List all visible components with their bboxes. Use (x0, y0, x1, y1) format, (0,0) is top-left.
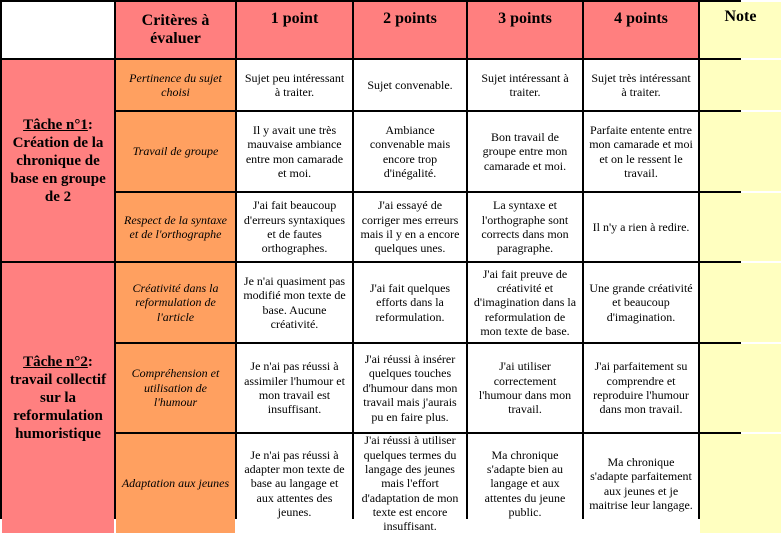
header-criteria: Critères à évaluer (116, 2, 235, 58)
criterion-level-1: Je n'ai pas réussi à assimiler l'humour et mon travail est insuffisant. (237, 344, 352, 432)
note-cell[interactable] (700, 434, 781, 533)
criterion-level-4: J'ai parfaitement su comprendre et reproduire l'humour dans mon travail. (584, 344, 698, 432)
criterion-level-3: J'ai utiliser correctement l'humour dans mon travail. (468, 344, 582, 432)
task-2-description: : travail collectif sur la reformulation humoristique (9, 354, 107, 442)
note-cell[interactable] (700, 263, 781, 342)
criterion-name: Adaptation aux jeunes (116, 434, 235, 533)
header-level-3: 3 points (468, 2, 582, 58)
criterion-level-1: Je n'ai quasiment pas modifié mon texte de base. Aucune créativité. (237, 263, 352, 342)
criterion-level-2: J'ai réussi à insérer quelques touches d'humour dans mon travail mais j'aurais pu en faire plus. (354, 344, 466, 432)
criterion-name: Compréhension et utilisation de l'humour (116, 344, 235, 432)
header-level-4: 4 points (584, 2, 698, 58)
criterion-level-2: J'ai réussi à utiliser quelques termes du langage des jeunes mais l'effort d'adaptation de mon texte est encore insuffisant. (354, 434, 466, 533)
criterion-level-4: Ma chronique s'adapte parfaitement aux jeunes et je maitrise leur langage. (584, 434, 698, 533)
task-2-label (2, 263, 114, 533)
criterion-level-4: Sujet très intéressant à traiter. (584, 60, 698, 110)
criterion-name: Respect de la syntaxe et de l'orthographe (116, 193, 235, 261)
criterion-level-1: Sujet peu intéressant à traiter. (237, 60, 352, 110)
criterion-name: Créativité dans la reformulation de l'article (116, 263, 235, 342)
criterion-level-2: J'ai essayé de corriger mes erreurs mais il y en a encore quelques unes. (354, 193, 466, 261)
task-1-title: Tâche n°1 (23, 116, 88, 133)
criterion-level-3: La syntaxe et l'orthographe sont corrects dans mon paragraphe. (468, 193, 582, 261)
task-1-label (2, 60, 114, 261)
corner-blank (2, 2, 114, 58)
header-note: Note (700, 2, 781, 58)
criterion-level-3: Bon travail de groupe entre mon camarade et moi. (468, 112, 582, 191)
note-cell[interactable] (700, 193, 781, 261)
note-cell[interactable] (700, 60, 781, 110)
criterion-level-1: J'ai fait beaucoup d'erreurs syntaxiques et de fautes orthographes. (237, 193, 352, 261)
criterion-level-2: Sujet convenable. (354, 60, 466, 110)
criterion-level-4: Il n'y a rien à redire. (584, 193, 698, 261)
criterion-level-4: Une grande créativité et beaucoup d'imagination. (584, 263, 698, 342)
note-cell[interactable] (700, 344, 781, 432)
criterion-level-3: Sujet intéressant à traiter. (468, 60, 582, 110)
criterion-level-2: J'ai fait quelques efforts dans la reformulation. (354, 263, 466, 342)
criterion-level-3: Ma chronique s'adapte bien au langage et aux attentes du jeune public. (468, 434, 582, 533)
criterion-name: Pertinence du sujet choisi (116, 60, 235, 110)
criterion-name: Travail de groupe (116, 112, 235, 191)
note-cell[interactable] (700, 112, 781, 191)
header-level-1: 1 point (237, 2, 352, 58)
header-level-2: 2 points (354, 2, 466, 58)
task-2-title: Tâche n°2 (23, 354, 88, 370)
criterion-level-3: J'ai fait preuve de créativité et d'imagination dans la reformulation de mon texte de base. (468, 263, 582, 342)
criterion-level-1: Il y avait une très mauvaise ambiance entre mon camarade et moi. (237, 112, 352, 191)
criterion-level-2: Ambiance convenable mais encore trop d'inégalité. (354, 112, 466, 191)
criterion-level-4: Parfaite entente entre mon camarade et moi et on le ressent le travail. (584, 112, 698, 191)
criterion-level-1: Je n'ai pas réussi à adapter mon texte de base au langage et aux attentes des jeunes. (237, 434, 352, 533)
task-1-description: : Création de la chronique de base en groupe de 2 (10, 116, 106, 205)
